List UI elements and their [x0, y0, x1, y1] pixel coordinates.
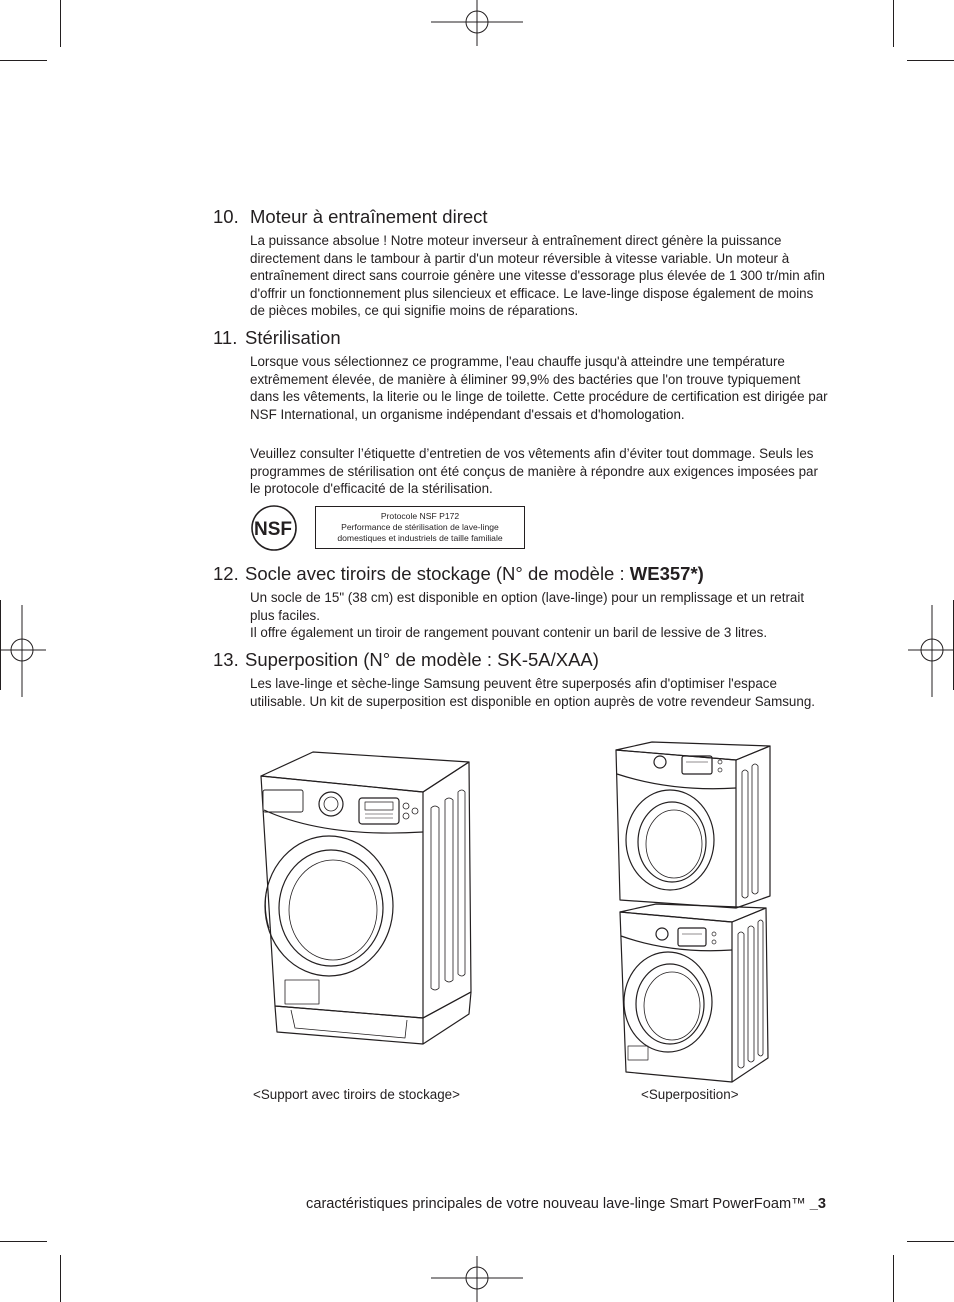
- section-title-moteur: [213, 206, 488, 228]
- paragraph-superposition: Les lave-linge et sèche-linge Samsung peuvent être superposés afin d'optimiser l'espace utilisable. Un kit de superposition est disponible en option auprès de votre revendeur Samsung.: [250, 676, 815, 709]
- crop-mark: [60, 1255, 61, 1302]
- washer-pedestal-illustration: [255, 748, 477, 1046]
- nsf-logo-icon: [249, 504, 299, 552]
- stacked-washer-dryer-illustration: [612, 740, 772, 1085]
- registration-mark-icon: [0, 605, 46, 697]
- nsf-protocol-box: [315, 506, 525, 549]
- crop-mark: [60, 0, 61, 47]
- section-number: 12.: [213, 563, 239, 584]
- section-title-superposition: [213, 649, 599, 671]
- paragraph-socle: Un socle de 15" (38 cm) est disponible en option (lave-linge) pour un remplissage et un retrait plus faciles.: [250, 590, 805, 623]
- footer-text: caractéristiques principales de votre nouveau lave-linge Smart PowerFoam™: [306, 1196, 810, 1212]
- crop-mark: [907, 60, 954, 61]
- section-number: 10.: [213, 206, 239, 227]
- section-title-sterilisation: [213, 327, 341, 349]
- caption-stacked: <Superposition>: [641, 1087, 739, 1102]
- section-heading: Moteur à entraînement direct: [250, 206, 488, 227]
- paragraph-sterilisation: Lorsque vous sélectionnez ce programme, l'eau chauffe jusqu'à atteindre une température extrêmement élevée, de manière à éliminer 99,9% des bactéries que l'on trouve typiquement dans les vêtements, la literie ou le linge de toilette. Cette procédure de certification est dirigée par NSF International, un organisme indépendant d'essais et d'homologation.: [250, 354, 828, 422]
- crop-mark: [0, 60, 47, 61]
- registration-mark-icon: [908, 605, 954, 697]
- page-number: _3: [809, 1196, 826, 1212]
- nsf-box-line: Protocole NSF P172: [380, 511, 460, 521]
- section-number: 13.: [213, 649, 239, 670]
- caption-pedestal: <Support avec tiroirs de stockage>: [253, 1087, 460, 1102]
- nsf-box-line: Performance de stérilisation de lave-linge: [341, 522, 499, 532]
- registration-mark-icon: [431, 1256, 523, 1302]
- section-heading-model: WE357*): [629, 563, 704, 584]
- nsf-box-line: domestiques et industriels de taille familiale: [337, 533, 503, 543]
- crop-mark: [907, 1241, 954, 1242]
- crop-mark: [893, 1255, 894, 1302]
- section-heading: Socle avec tiroirs de stockage (N° de modèle :: [245, 563, 630, 584]
- section-number: 11.: [213, 327, 238, 348]
- paragraph-sterilisation-note: Veuillez consulter l’étiquette d’entretien de vos vêtements afin d’éviter tout dommage. Seuls les programmes de stérilisation ont été conçus de manière à répondre aux exigences imposées par le protocole d'efficacité de la stérilisation.: [250, 446, 818, 497]
- section-heading: Stérilisation: [245, 327, 341, 348]
- registration-mark-icon: [431, 0, 523, 46]
- crop-mark: [893, 0, 894, 47]
- paragraph-moteur: La puissance absolue ! Notre moteur inverseur à entraînement direct génère la puissance directement dans le tambour à partir d'un moteur réversible à vitesse variable. Un moteur à entraînement direct sans courroie génère une vitesse d'essorage plus élevée de 1 300 tr/min afin d'offrir un fonctionnement plus silencieux et efficace. Le lave-linge dispose également de moins de pièces mobiles, ce qui signifie moins de réparations.: [250, 233, 825, 319]
- paragraph-socle-tiroir: Il offre également un tiroir de rangement pouvant contenir un baril de lessive de 3 litres.: [250, 625, 768, 640]
- section-title-socle: [213, 563, 704, 585]
- nsf-logo-text: NSF: [254, 519, 292, 540]
- page-footer: [306, 1196, 826, 1212]
- section-heading: Superposition (N° de modèle : SK-5A/XAA): [245, 649, 599, 670]
- crop-mark: [0, 1241, 47, 1242]
